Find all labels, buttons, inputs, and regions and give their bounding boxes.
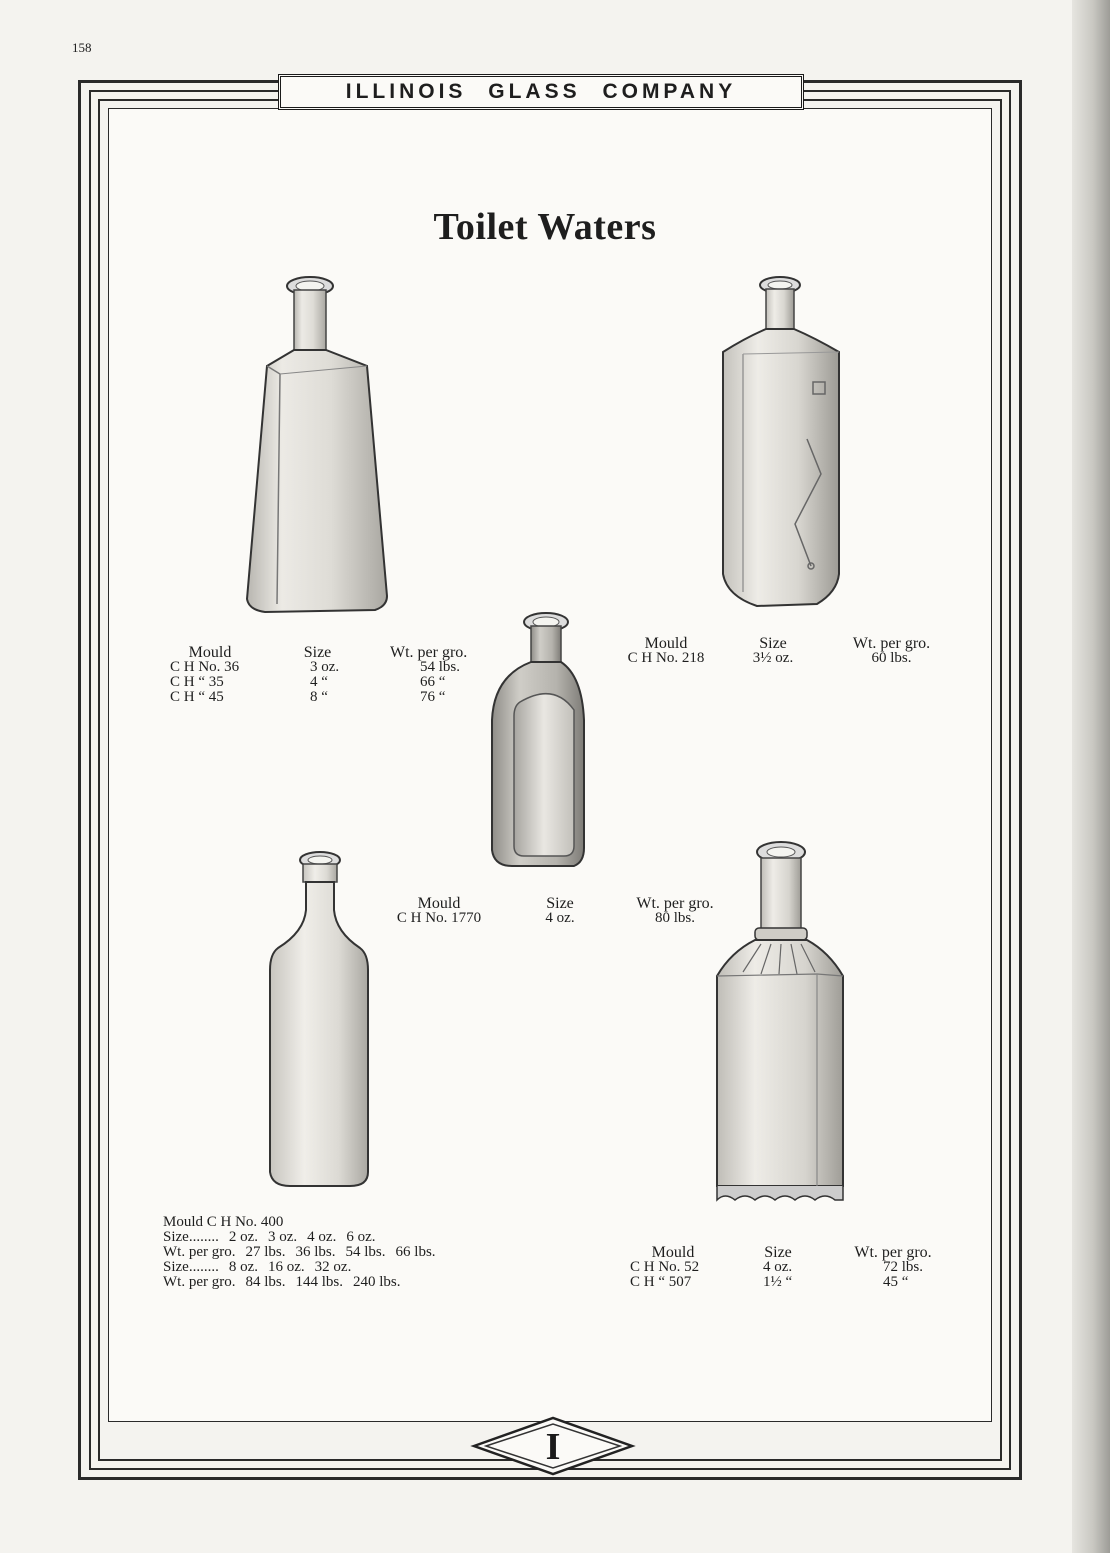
mould-cell: C H “ 507 bbox=[630, 1274, 692, 1290]
line-value: 144 lbs. bbox=[295, 1274, 344, 1290]
company-name: ILLINOIS GLASS COMPANY bbox=[345, 80, 737, 103]
mould-cell: C H “ 45 bbox=[170, 689, 224, 705]
size-cell: 1½ “ bbox=[763, 1274, 793, 1290]
mould-cell: C H No. 52 bbox=[630, 1259, 700, 1275]
weight-cell: 72 lbs. bbox=[883, 1259, 924, 1275]
weight-cell: 45 “ bbox=[883, 1274, 909, 1290]
line-value: 8 oz. bbox=[228, 1259, 258, 1275]
bottle-ch-400-illustration bbox=[266, 850, 374, 1190]
bottle-ch-36-illustration bbox=[245, 274, 395, 620]
weight-cell: 60 lbs. bbox=[871, 650, 912, 666]
weight-cell: 80 lbs. bbox=[654, 910, 695, 926]
line-label: Wt. per gro. bbox=[163, 1244, 236, 1260]
bottle-ch-52-illustration bbox=[713, 840, 849, 1205]
mould-header: Mould bbox=[188, 644, 232, 661]
spec-row bbox=[155, 675, 470, 690]
line-label: Size........ bbox=[163, 1259, 219, 1275]
size-cell: 3 oz. bbox=[310, 659, 340, 675]
spec-line bbox=[163, 1230, 446, 1245]
line-value: 32 oz. bbox=[314, 1259, 352, 1275]
line-value: 16 oz. bbox=[268, 1259, 305, 1275]
line-value: 84 lbs. bbox=[245, 1274, 286, 1290]
page-title: Toilet Waters bbox=[433, 206, 657, 248]
spec-header-row bbox=[155, 645, 470, 660]
weight-cell: 66 “ bbox=[420, 674, 446, 690]
weight-header: Wt. per gro. bbox=[390, 644, 468, 661]
line-value: 54 lbs. bbox=[345, 1244, 386, 1260]
size-header: Size bbox=[759, 635, 787, 652]
size-header: Size bbox=[303, 644, 332, 661]
mould-cell: C H No. 1770 bbox=[396, 910, 482, 926]
spec-table-ch-218 bbox=[615, 636, 954, 666]
spec-header-row bbox=[615, 636, 954, 651]
size-cell: 4 oz. bbox=[763, 1259, 793, 1275]
diamond-emblem bbox=[470, 1416, 636, 1476]
line-value: 6 oz. bbox=[346, 1229, 376, 1245]
mould-cell: C H No. 36 bbox=[170, 659, 240, 675]
weight-cell: 54 lbs. bbox=[420, 659, 461, 675]
page-number: 158 bbox=[72, 40, 92, 55]
size-cell: 4 “ bbox=[310, 674, 328, 690]
line-value: 66 lbs. bbox=[395, 1244, 436, 1260]
weight-header: Wt. per gro. bbox=[854, 1244, 932, 1261]
weight-header: Wt. per gro. bbox=[852, 635, 931, 652]
spec-table-ch-36 bbox=[155, 645, 470, 705]
spec-line bbox=[163, 1275, 446, 1290]
size-cell: 3½ oz. bbox=[752, 650, 794, 666]
line-value: 27 lbs. bbox=[245, 1244, 286, 1260]
emblem-letter: I bbox=[545, 1426, 561, 1468]
line-label: Wt. per gro. bbox=[163, 1274, 236, 1290]
mould-title: Mould C H No. 400 bbox=[163, 1214, 284, 1230]
mould-header: Mould bbox=[417, 895, 461, 912]
bottle-ch-218-illustration bbox=[717, 274, 847, 612]
mould-cell: C H “ 35 bbox=[170, 674, 224, 690]
size-header: Size bbox=[546, 895, 574, 912]
spec-row bbox=[628, 1260, 948, 1275]
spec-line bbox=[163, 1245, 446, 1260]
weight-header: Wt. per gro. bbox=[636, 895, 714, 912]
line-value: 2 oz. bbox=[228, 1229, 258, 1245]
spec-row bbox=[155, 690, 470, 705]
spec-line bbox=[163, 1260, 446, 1275]
spec-table-ch-400 bbox=[163, 1215, 446, 1290]
line-value: 4 oz. bbox=[307, 1229, 337, 1245]
mould-header: Mould bbox=[644, 635, 688, 652]
line-value: 3 oz. bbox=[268, 1229, 298, 1245]
spec-row bbox=[155, 660, 470, 675]
spec-table-ch-52 bbox=[628, 1245, 948, 1290]
spec-title bbox=[163, 1215, 446, 1230]
spec-row bbox=[615, 651, 954, 666]
weight-cell: 76 “ bbox=[420, 689, 446, 705]
spec-row bbox=[383, 911, 725, 926]
bottle-ch-1770-illustration bbox=[482, 610, 588, 875]
spec-table-ch-1770 bbox=[383, 896, 725, 926]
size-cell: 8 “ bbox=[310, 689, 328, 705]
line-value: 36 lbs. bbox=[295, 1244, 336, 1260]
line-label: Size........ bbox=[163, 1229, 219, 1245]
spec-header-row bbox=[628, 1245, 948, 1260]
spec-row bbox=[628, 1275, 948, 1290]
spec-header-row bbox=[383, 896, 725, 911]
line-value: 240 lbs. bbox=[353, 1274, 401, 1290]
company-header bbox=[278, 74, 804, 110]
mould-header: Mould bbox=[651, 1244, 695, 1261]
size-header: Size bbox=[764, 1244, 792, 1261]
mould-cell: C H No. 218 bbox=[627, 650, 705, 666]
size-cell: 4 oz. bbox=[545, 910, 575, 926]
